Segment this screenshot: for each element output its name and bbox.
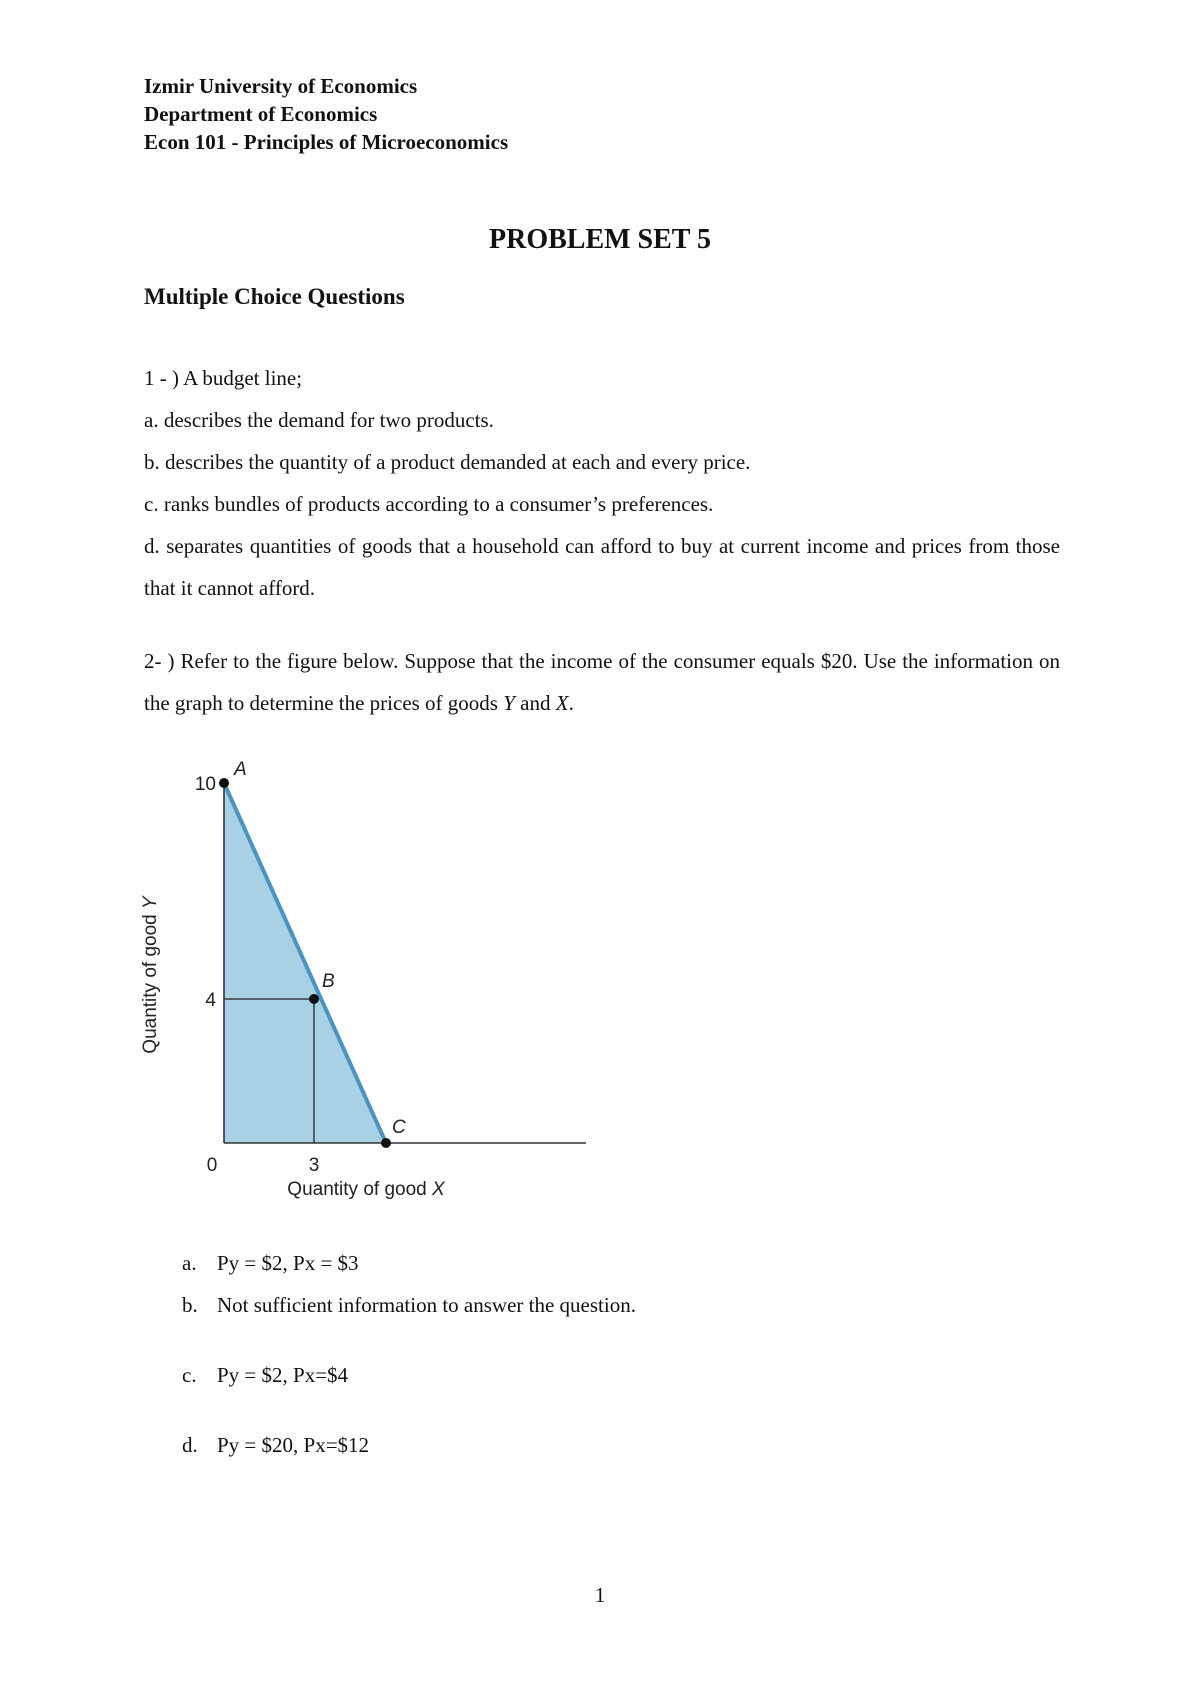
department-name: Department of Economics bbox=[144, 102, 378, 126]
option-text: Not sufficient information to answer the question. bbox=[217, 1293, 636, 1317]
option-label: c. bbox=[182, 1363, 197, 1387]
good-y-italic: Y bbox=[503, 691, 515, 715]
x-tick-label: 3 bbox=[308, 1155, 320, 1176]
question-1-option-d: d. separates quantities of goods that a household can afford to buy at current income and prices from those that it cannot afford. bbox=[144, 534, 1060, 600]
good-x-italic: X bbox=[555, 691, 569, 715]
point-a bbox=[219, 778, 229, 788]
question-2-stem: 2- ) Refer to the figure below. Suppose that the income of the consumer equals $20. Use the information on the graph to determine the prices of goods Y and X. bbox=[144, 649, 1060, 715]
page-number: 1 bbox=[594, 1583, 606, 1607]
budget-line-chart bbox=[140, 740, 600, 1210]
question-2-option-b bbox=[182, 1293, 636, 1318]
document-header bbox=[144, 72, 508, 156]
point-label-c: C bbox=[392, 1117, 406, 1138]
option-text: Py = $20, Px=$12 bbox=[217, 1433, 370, 1457]
point-label-a: A bbox=[234, 759, 247, 780]
x-axis-label: Quantity of good X bbox=[287, 1179, 445, 1200]
question-2-option-c bbox=[182, 1363, 348, 1388]
y-tick-label: 10 bbox=[194, 774, 216, 795]
page-title: PROBLEM SET 5 bbox=[489, 224, 711, 255]
section-title: Multiple Choice Questions bbox=[144, 284, 405, 309]
option-label: d. bbox=[182, 1433, 198, 1457]
option-label: b. bbox=[182, 1293, 198, 1317]
question-1-option-c: c. ranks bundles of products according to a consumer’s preferences. bbox=[144, 492, 714, 516]
option-text: Py = $2, Px = $3 bbox=[217, 1251, 359, 1275]
y-tick-label: 4 bbox=[205, 990, 216, 1011]
point-label-b: B bbox=[322, 971, 335, 992]
option-label: a. bbox=[182, 1251, 197, 1275]
point-c bbox=[381, 1138, 391, 1148]
university-name: Izmir University of Economics bbox=[144, 74, 418, 98]
x-tick-label: 0 bbox=[206, 1155, 218, 1176]
y-axis-label: Quantity of good Y bbox=[140, 896, 161, 1054]
question-2-option-d bbox=[182, 1433, 369, 1458]
point-b bbox=[309, 994, 319, 1004]
question-2-option-a bbox=[182, 1251, 359, 1276]
question-1-option-b: b. describes the quantity of a product demanded at each and every price. bbox=[144, 450, 751, 474]
budget-line-figure bbox=[140, 740, 600, 1215]
question-1-stem: 1 - ) A budget line; bbox=[144, 366, 303, 390]
question-1-option-a: a. describes the demand for two products. bbox=[144, 408, 494, 432]
option-text: Py = $2, Px=$4 bbox=[217, 1363, 349, 1387]
course-name: Econ 101 - Principles of Microeconomics bbox=[144, 130, 509, 154]
